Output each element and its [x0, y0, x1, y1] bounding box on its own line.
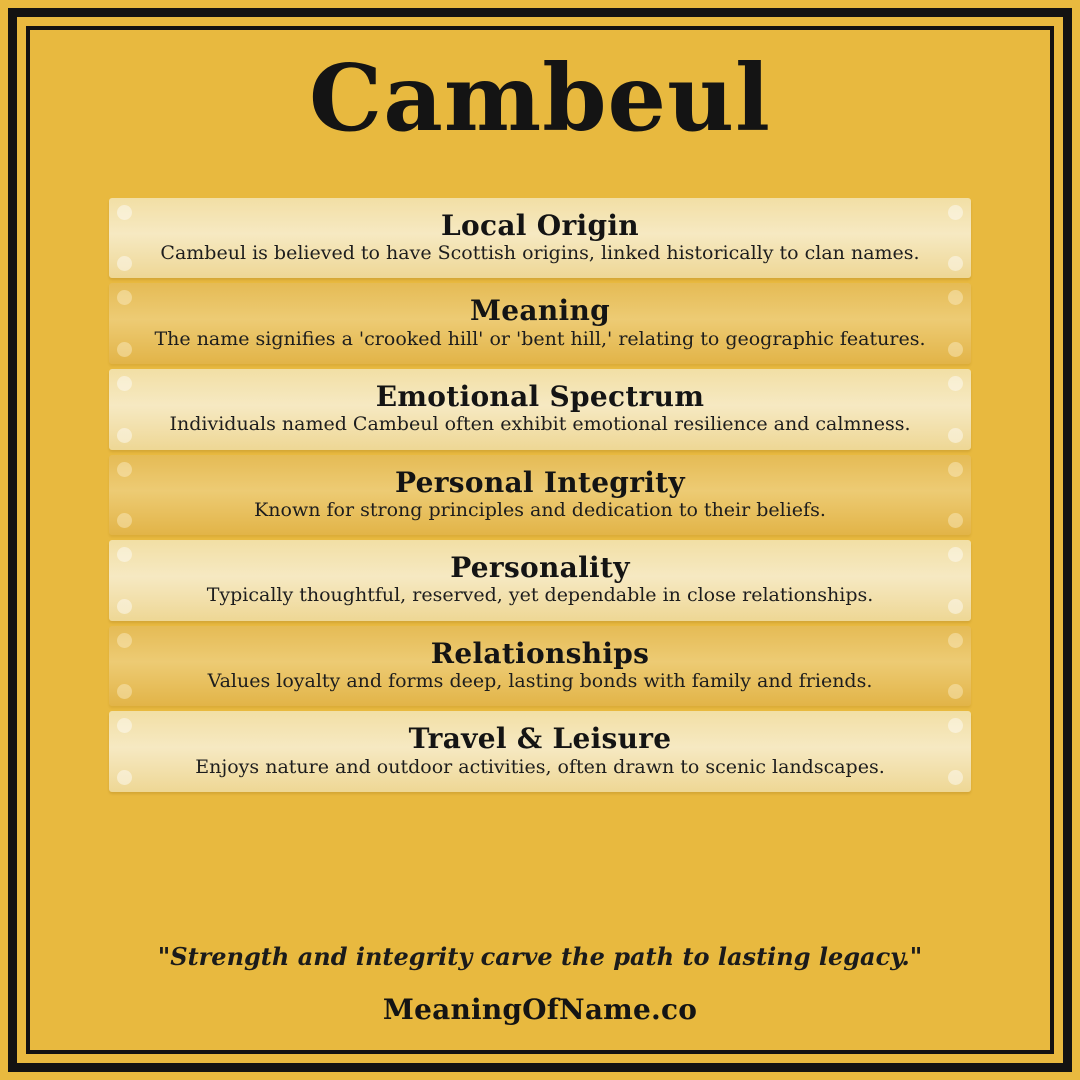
card-description: Individuals named Cambeul often exhibit emotional resilience and calmness.	[169, 413, 911, 436]
page-title: Cambeul	[309, 44, 771, 152]
rivet-icon	[117, 462, 132, 477]
card-title: Personal Integrity	[395, 465, 685, 499]
rivet-icon	[948, 462, 963, 477]
rivet-icon	[948, 205, 963, 220]
rivet-icon	[117, 770, 132, 785]
attribute-card	[109, 455, 971, 536]
rivet-icon	[117, 205, 132, 220]
quote-text: "Strength and integrity carve the path to lasting legacy."	[157, 942, 923, 971]
rivet-icon	[948, 256, 963, 271]
rivet-icon	[948, 770, 963, 785]
card-title: Meaning	[470, 294, 610, 328]
rivet-icon	[117, 256, 132, 271]
poster-footer	[108, 942, 972, 1048]
card-description: Values loyalty and forms deep, lasting bonds with family and friends.	[207, 670, 873, 693]
rivet-icon	[948, 513, 963, 528]
brand-name: MeaningOfName.co	[382, 993, 698, 1026]
rivet-icon	[948, 547, 963, 562]
card-title: Travel & Leisure	[408, 722, 672, 756]
rivet-icon	[117, 342, 132, 357]
attribute-card	[109, 369, 971, 450]
attribute-card	[109, 626, 971, 707]
rivet-icon	[117, 376, 132, 391]
attribute-card	[109, 711, 971, 792]
rivet-icon	[948, 290, 963, 305]
card-description: Cambeul is believed to have Scottish origins, linked historically to clan names.	[160, 242, 920, 265]
card-title: Personality	[450, 551, 630, 585]
rivet-icon	[117, 599, 132, 614]
rivet-icon	[948, 428, 963, 443]
rivet-icon	[948, 376, 963, 391]
rivet-icon	[117, 513, 132, 528]
rivet-icon	[117, 290, 132, 305]
card-title: Local Origin	[441, 208, 639, 242]
attribute-card	[109, 283, 971, 364]
rivet-icon	[948, 684, 963, 699]
card-description: Known for strong principles and dedication to their beliefs.	[254, 498, 826, 521]
rivet-icon	[117, 684, 132, 699]
card-title: Emotional Spectrum	[375, 379, 705, 413]
attribute-card-list	[108, 198, 972, 797]
rivet-icon	[948, 718, 963, 733]
rivet-icon	[948, 599, 963, 614]
rivet-icon	[117, 633, 132, 648]
attribute-card	[109, 198, 971, 279]
card-description: Enjoys nature and outdoor activities, often drawn to scenic landscapes.	[195, 755, 885, 778]
attribute-card	[109, 540, 971, 621]
card-title: Relationships	[430, 636, 650, 670]
rivet-icon	[948, 633, 963, 648]
rivet-icon	[117, 428, 132, 443]
rivet-icon	[948, 342, 963, 357]
card-description: Typically thoughtful, reserved, yet dependable in close relationships.	[206, 584, 874, 607]
rivet-icon	[117, 718, 132, 733]
poster-content	[32, 32, 1048, 1048]
card-description: The name signifies a 'crooked hill' or 'bent hill,' relating to geographic features.	[154, 327, 926, 350]
rivet-icon	[117, 547, 132, 562]
